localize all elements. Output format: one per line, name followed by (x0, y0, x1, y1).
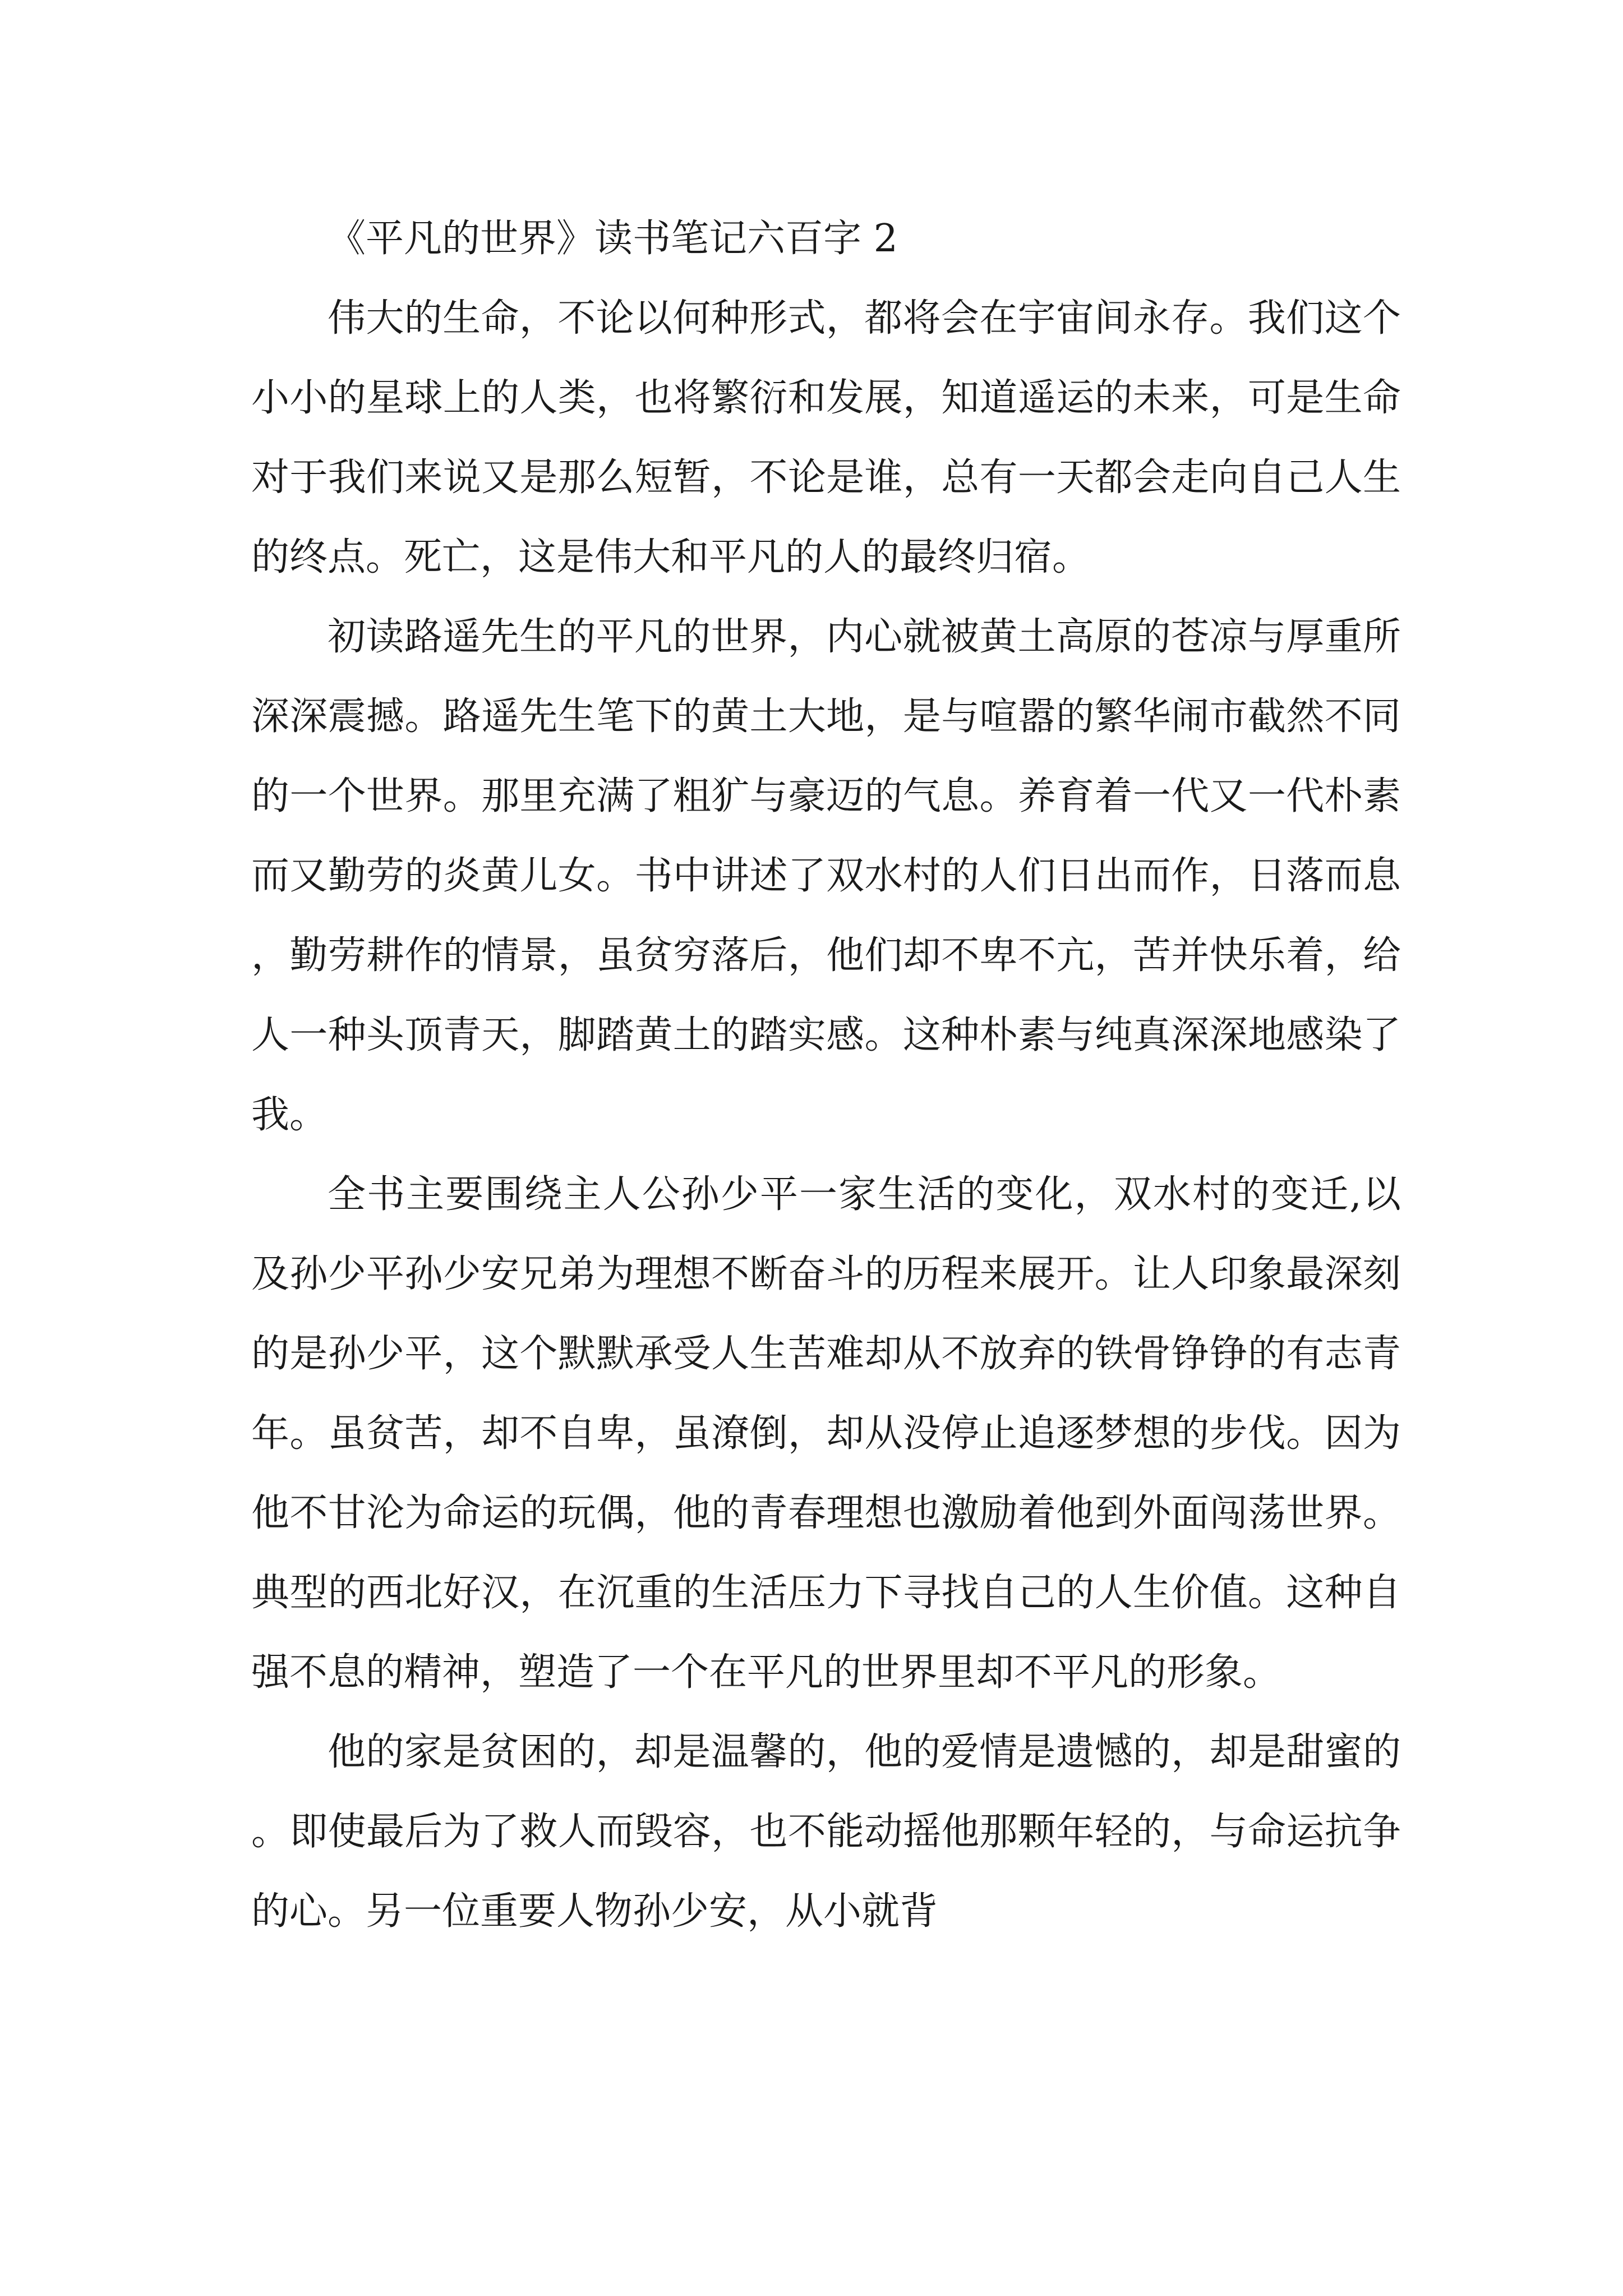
paragraph-2: 初读路遥先生的平凡的世界，内心就被黄土高原的苍凉与厚重所深深震撼。路遥先生笔下的黄土大地，是与喧嚣的繁华闹市截然不同的一个世界。那里充满了粗犷与豪迈的气息。养育着一代又一代朴素而又勤劳的炎黄儿女。书中讲述了双水村的人们日出而作，日落而息，勤劳耕作的情景，虽贫穷落后，他们却不卑不亢，苦并快乐着，给人一种头顶青天，脚踏黄土的踏实感。这种朴素与纯真深深地感染了我。 (251, 615, 1401, 1137)
document-title: 《平凡的世界》读书笔记六百字 2 (328, 217, 898, 261)
paragraph-4: 他的家是贫困的，却是温馨的，他的爱情是遗憾的，却是甜蜜的。即使最后为了救人而毁容，也不能动摇他那颗年轻的，与命运抗争的心。另一位重要人物孙少安，从小就背 (251, 1730, 1401, 1934)
paragraph-3: 全书主要围绕主人公孙少平一家生活的变化，双水村的变迁,以及孙少平孙少安兄弟为理想不断奋斗的历程来展开。让人印象最深刻的是孙少平，这个默默承受人生苦难却从不放弃的铁骨铮铮的有志青年。虽贫苦，却不自卑，虽潦倒，却从没停止追逐梦想的步伐。因为他不甘沦为命运的玩偶，他的青春理想也激励着他到外面闯荡世界。典型的西北好汉，在沉重的生活压力下寻找自己的人生价值。这种自强不息的精神，塑造了一个在平凡的世界里却不平凡的形象。 (251, 1172, 1401, 1695)
paragraph-1: 伟大的生命，不论以何种形式，都将会在宇宙间永存。我们这个小小的星球上的人类，也将繁衍和发展，知道遥运的未来，可是生命对于我们来说又是那么短暂，不论是谁，总有一天都会走向自己人生的终点。死亡，这是伟大和平凡的人的最终归宿。 (251, 296, 1401, 579)
document-body (251, 199, 1401, 1952)
